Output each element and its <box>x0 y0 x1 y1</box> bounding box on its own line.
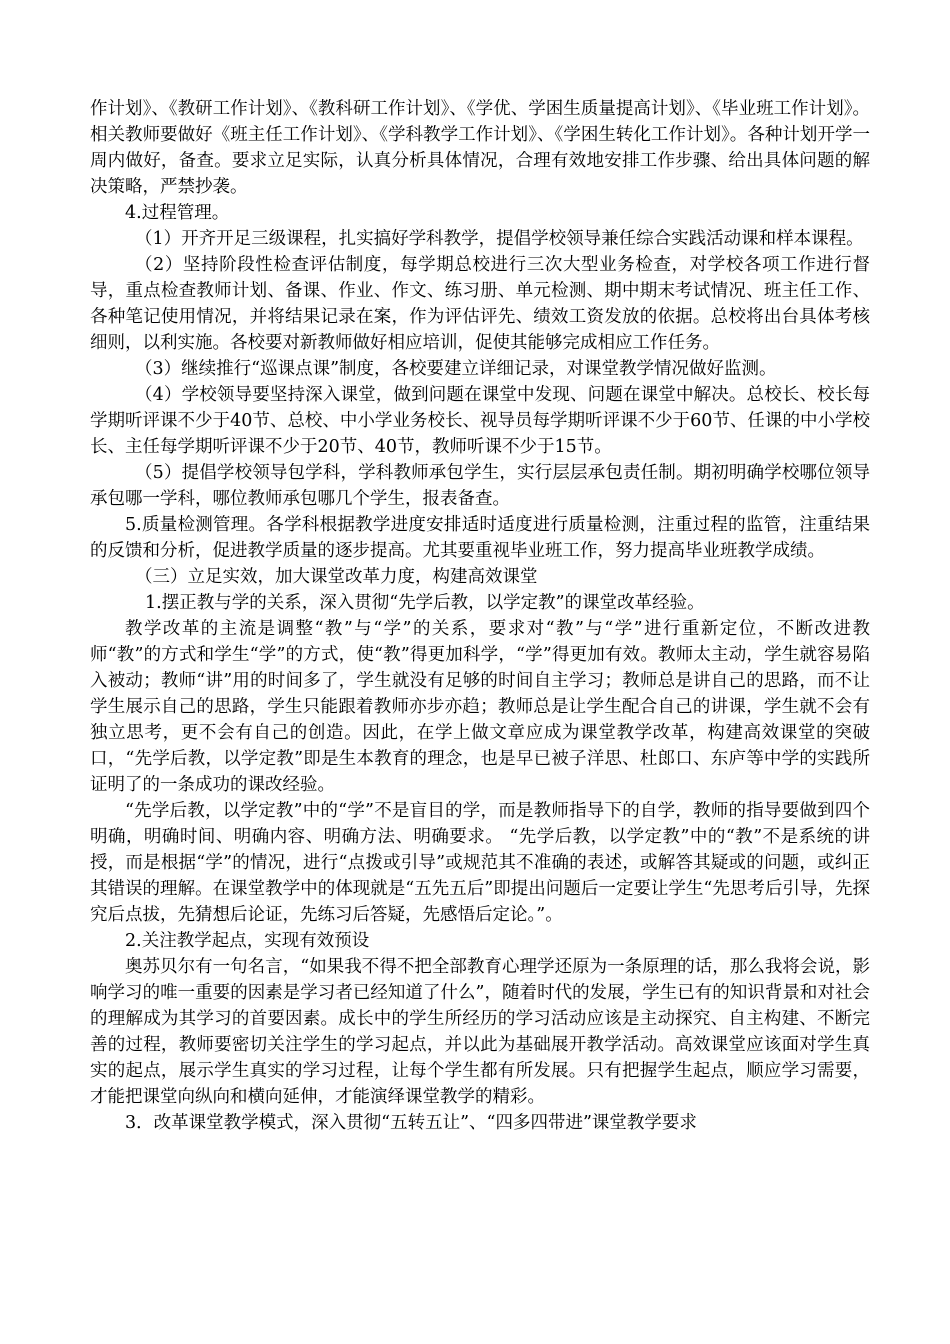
paragraph-teaching-reform: 教学改革的主流是调整“教”与“学”的关系，要求对“教”与“学”进行重新定位，不断改进教师“教”的方式和学生“学”的方式，使“教”得更加科学，“学”得更加有效。教师太主动，学生就容易陷入被动；教师“讲”用的时间多了，学生就没有足够的时间自主学习；教师总是讲自己的思路，而不让学生展示自己的思路，学生只能跟着教师亦步亦趋；教师总是让学生配合自己的讲课，学生就不会有独立思考，更不会有自己的创造。因此，在学上做文章应成为课堂教学改革，构建高效课堂的突破口，“先学后教，以学定教”即是生本教育的理念，也是早已被子洋思、杜郎口、东庐等中学的实践所证明了的一条成功的课改经验。 <box>90 619 870 795</box>
subheading-3: 3．改革课堂教学模式，深入贯彻“五转五让”、“四多四带进”课堂教学要求 <box>125 1113 697 1133</box>
paragraph-quality-testing: 5.质量检测管理。各学科根据教学进度安排适时适度进行质量检测，注重过程的监管，注重结果的反馈和分析，促进教学质量的逐步提高。尤其要重视毕业班工作，努力提高毕业班教学成绩。 <box>90 515 870 561</box>
paragraph-item-1: （1）开齐开足三级课程，扎实搞好学科教学，提倡学校领导兼任综合实践活动课和样本课程。 <box>135 229 864 249</box>
paragraph-item-5: （5）提倡学校领导包学科，学科教师承包学生，实行层层承包责任制。期初明确学校哪位领导承包哪一学科，哪位教师承包哪几个学生，报表备查。 <box>90 463 870 509</box>
paragraph-item-3: （3）继续推行“巡课点课”制度，各校要建立详细记录，对课堂教学情况做好监测。 <box>135 359 777 379</box>
subheading-1: 1.摆正教与学的关系，深入贯彻“先学后教，以学定教”的课堂改革经验。 <box>145 593 705 613</box>
paragraph-learn-first: “先学后教，以学定教”中的“学”不是盲目的学，而是教师指导下的自学，教师的指导要做到四个明确，明确时间、明确内容、明确方法、明确要求。 “先学后教，以学定教”中的“教”不是系统的讲授，而是根据“学”的情况，进行“点拨或引导”或规范其不准确的表述，或解答其疑或的问题，或纠正其错误的理解。在课堂教学中的体现就是“五先五后”即提出问题后一定要让学生“先思考后引导，先探究后点拔，先猜想后论证，先练习后答疑，先感悟后定论。”。 <box>90 801 870 925</box>
paragraph-item-2: （2）坚持阶段性检查评估制度，每学期总校进行三次大型业务检查，对学校各项工作进行督导，重点检查教师计划、备课、作业、作文、练习册、单元检测、期中期末考试情况、班主任工作、各种笔记使用情况，并将结果记录在案，作为评估评先、绩效工资发放的依据。总校将出台具体考核细则，以利实施。各校要对新教师做好相应培训，促使其能够完成相应工作任务。 <box>90 255 870 353</box>
section-heading-3: （三）立足实效，加大课堂改革力度，构建高效课堂 <box>135 567 538 587</box>
heading-process-management: 4.过程管理。 <box>125 203 230 223</box>
paragraph-plans: 作计划》、《教研工作计划》、《教科研工作计划》、《学优、学困生质量提高计划》、《毕业班工作计划》。相关教师要做好《班主任工作计划》、《学科教学工作计划》、《学困生转化工作计划》。各种计划开学一周内做好，备查。要求立足实际，认真分析具体情况，合理有效地安排工作步骤、给出具体问题的解决策略，严禁抄袭。 <box>90 99 870 197</box>
subheading-2: 2.关注教学起点，实现有效预设 <box>125 931 370 951</box>
paragraph-ausubel: 奥苏贝尔有一句名言，“如果我不得不把全部教育心理学还原为一条原理的话，那么我将会说，影响学习的唯一重要的因素是学习者已经知道了什么”，随着时代的发展，学生已有的知识背景和对社会的理解成为其学习的首要因素。成长中的学生所经历的学习活动应该是主动探究、自主构建、不断完善的过程，教师要密切关注学生的学习起点，并以此为基础展开教学活动。高效课堂应该面对学生真实的起点，展示学生真实的学习过程，让每个学生都有所发展。只有把握学生起点，顺应学习需要，才能把课堂向纵向和横向延伸，才能演绎课堂教学的精彩。 <box>90 957 870 1107</box>
paragraph-item-4: （4）学校领导要坚持深入课堂，做到问题在课堂中发现、问题在课堂中解决。总校长、校长每学期听评课不少于40节、总校、中小学业务校长、视导员每学期听评课不少于60节、任课的中小学校长、主任每学期听评课不少于20节、40节，教师听课不少于15节。 <box>90 385 870 457</box>
document-body <box>90 96 870 1136</box>
